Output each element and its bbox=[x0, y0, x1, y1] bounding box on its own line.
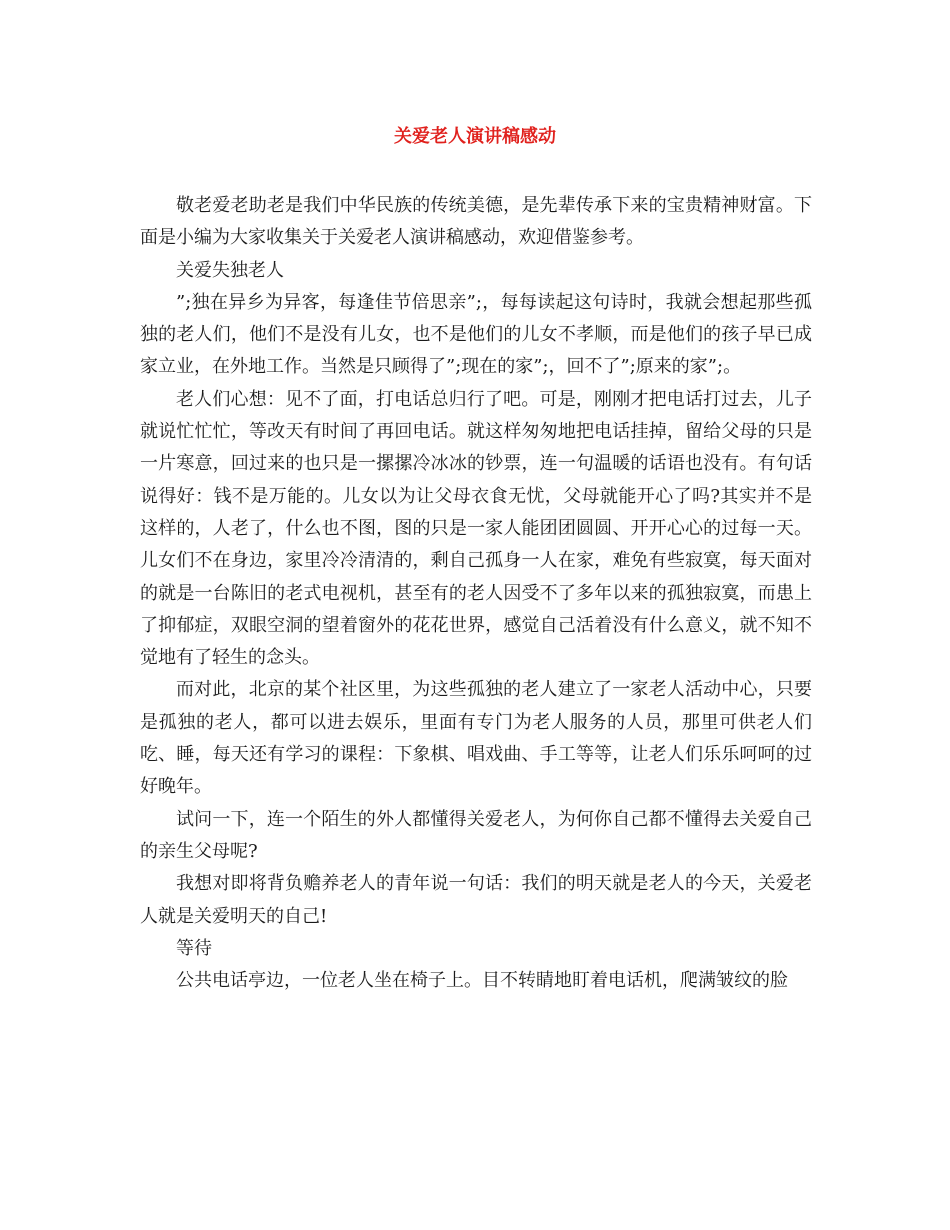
paragraph-question: 试问一下，连一个陌生的外人都懂得关爱老人，为何你自己都不懂得去关爱自己的亲生父母呢? bbox=[140, 808, 812, 862]
paragraph-poem-quote: ”;独在异乡为异客，每逢佳节倍思亲”;，每每读起这句诗时，我就会想起那些孤独的老人们，他们不是没有儿女，也不是他们的儿女不孝顺，而是他们的孩子早已成家立业，在外地工作。当然是只顾得了”;现在的家”;，回不了”;原来的家”;。 bbox=[140, 291, 812, 378]
paragraph-phone-booth: 公共电话亭边，一位老人坐在椅子上。目不转睛地盯着电话机，爬满皱纹的脸 bbox=[176, 970, 788, 992]
section-heading-care-lonely-elderly: 关爱失独老人 bbox=[176, 259, 284, 281]
paragraph-community-center: 而对此，北京的某个社区里，为这些孤独的老人建立了一家老人活动中心，只要是孤独的老人，都可以进去娱乐，里面有专门为老人服务的人员，那里可供老人们吃、睡，每天还有学习的课程：下象棋、唱戏曲、手工等等，让老人们乐乐呵呵的过好晚年。 bbox=[140, 679, 812, 798]
document-body bbox=[140, 190, 812, 997]
paragraph-intro: 敬老爱老助老是我们中华民族的传统美德，是先辈传承下来的宝贵精神财富。下面是小编为大家收集关于关爱老人演讲稿感动，欢迎借鉴参考。 bbox=[140, 195, 812, 249]
section-heading-waiting: 等待 bbox=[176, 937, 212, 959]
paragraph-phone-call: 老人们心想：见不了面，打电话总归行了吧。可是，刚刚才把电话打过去，儿子就说忙忙忙，等改天有时间了再回电话。就这样匆匆地把电话挂掉，留给父母的只是一片寒意，回过来的也只是一摞摞冷冰冰的钞票，连一句温暖的话语也没有。有句话说得好：钱不是万能的。儿女以为让父母衣食无忧，父母就能开心了吗?其实并不是这样的，人老了，什么也不图，图的只是一家人能团团圆圆、开开心心的过每一天。儿女们不在身边，家里冷冷清清的，剩自己孤身一人在家，难免有些寂寞，每天面对的就是一台陈旧的老式电视机，甚至有的老人因受不了多年以来的孤独寂寞，而患上了抑郁症，双眼空洞的望着窗外的花花世界，感觉自己活着没有什么意义，就不知不觉地有了轻生的念头。 bbox=[140, 388, 812, 669]
paragraph-message-to-youth: 我想对即将背负赡养老人的青年说一句话：我们的明天就是老人的今天，关爱老人就是关爱明天的自己! bbox=[140, 873, 812, 927]
document-title: 关爱老人演讲稿感动 bbox=[394, 126, 556, 147]
